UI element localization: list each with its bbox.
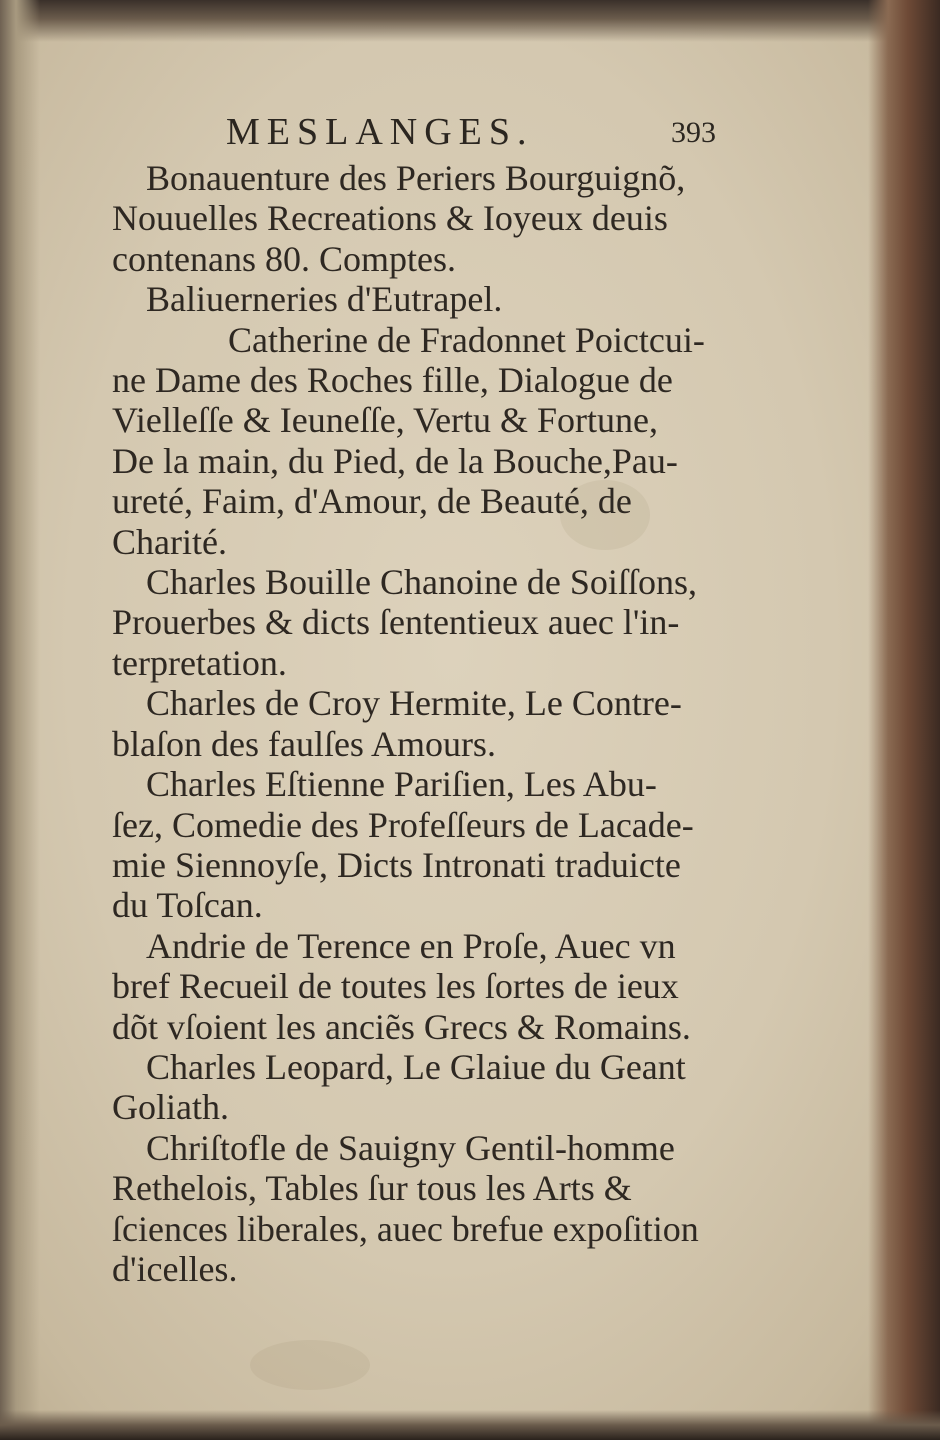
text-line: Vielleſſe & Ieuneſſe, Vertu & Fortune, [112, 400, 659, 441]
paper-stain [250, 1340, 370, 1390]
text-line: Charles de Croy Hermite, Le Contre- [146, 683, 682, 724]
text-line: Baliuerneries d'Eutrapel. [146, 279, 503, 320]
text-line: Charles Eſtienne Pariſien, Les Abu- [146, 764, 657, 805]
text-line: Andrie de Terence en Proſe, Auec vn [146, 925, 676, 966]
page-header [226, 102, 716, 162]
page-number: 393 [671, 116, 716, 149]
text-line: Catherine de Fradonnet Poictcui- [228, 319, 705, 360]
text-line: Prouerbes & dicts ſententieux auec l'in- [112, 602, 680, 643]
text-line: Bonauenture des Periers Bourguignõ, [146, 158, 686, 198]
text-line: Charles Leopard, Le Glaiue du Geant [146, 1046, 686, 1087]
text-line: Chriſtofle de Sauigny Gentil-homme [146, 1127, 675, 1168]
text-line: mie Siennoyſe, Dicts Intronati traduicte [112, 844, 681, 885]
text-line: ſez, Comedie des Profeſſeurs de Lacade- [112, 804, 694, 845]
text-line: ſciences liberales, auec brefue expoſition [112, 1208, 699, 1249]
text-line: du Toſcan. [112, 885, 263, 926]
text-line: Charité. [112, 521, 227, 562]
text-line: bref Recueil de toutes les ſortes de ieux [112, 966, 679, 1007]
text-line: ureté, Faim, d'Amour, de Beauté, de [112, 481, 632, 522]
page-top-edge [0, 0, 940, 42]
text-line: Charles Bouille Chanoine de Soiſſons, [146, 562, 697, 603]
text-line: d'icelles. [112, 1248, 238, 1289]
book-spine-edge [868, 0, 940, 1440]
text-line: Nouuelles Recreations & Ioyeux deuis [112, 198, 668, 239]
text-line: blaſon des faulſes Amours. [112, 723, 496, 764]
text-line: terpretation. [112, 642, 287, 683]
text-line: Rethelois, Tables ſur tous les Arts & [112, 1168, 632, 1209]
text-line: Goliath. [112, 1087, 229, 1128]
text-line: De la main, du Pied, de la Bouche,Pau- [112, 440, 678, 481]
text-line: dõt vſoient les anciẽs Grecs & Romains. [112, 1006, 691, 1047]
page-left-edge [0, 0, 40, 1440]
page-bottom-edge [0, 1410, 940, 1440]
text-line: contenans 80. Comptes. [112, 238, 456, 279]
text-line: ne Dame des Roches fille, Dialogue de [112, 360, 673, 401]
running-title: MESLANGES. [226, 111, 534, 153]
catalogue-text [112, 158, 705, 1289]
